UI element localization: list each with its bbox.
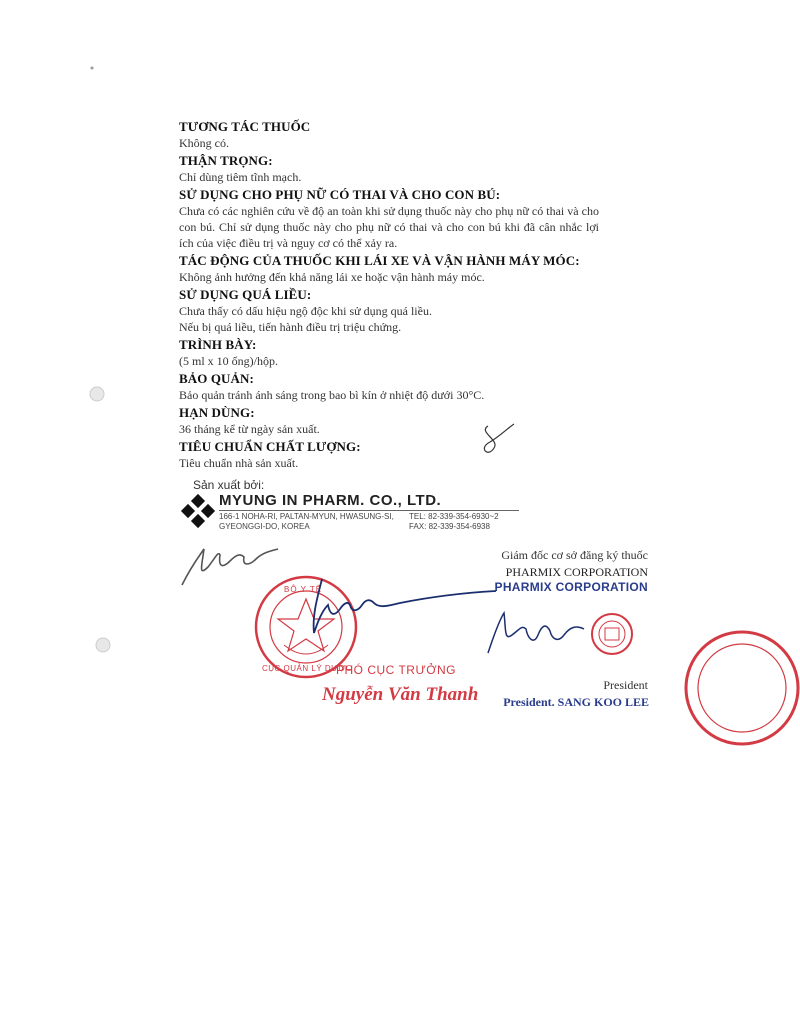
section-heading-shelf-life: HẠN DÙNG: xyxy=(179,405,255,420)
section-text-presentation: (5 ml x 10 ống)/hộp. xyxy=(179,354,278,368)
section-text-quality-standard: Tiêu chuẩn nhà sản xuất. xyxy=(179,456,299,470)
manufacturer-address xyxy=(219,512,394,532)
section-text-pregnancy: Chưa có các nghiên cứu về độ an toàn khi sử dụng thuốc này cho phụ nữ có thai và cho con bú. Chỉ sử dụng thuốc này cho phụ nữ có thai và cho con bú khi đã cân nhắc lợi ích của việc điều trị và nguy cơ có thể xảy ra. xyxy=(179,204,599,250)
manufacturer-fax: FAX: 82-339-354-6938 xyxy=(409,522,490,531)
registrant-corp-printed: PHARMIX CORPORATION xyxy=(505,565,648,579)
handwritten-initial-mark xyxy=(470,418,530,468)
manufacturer-name: MYUNG IN PHARM. CO., LTD. xyxy=(219,492,442,509)
section-text-precautions: Chỉ dùng tiêm tĩnh mạch. xyxy=(179,170,302,184)
section-heading-interactions: TƯƠNG TÁC THUỐC xyxy=(179,119,311,134)
registrant-director-label: Giám đốc cơ sở đăng ký thuốc xyxy=(501,548,648,562)
partial-seal-edge-icon xyxy=(680,630,750,750)
seal-text-bottom: CỤC QUẢN LÝ DƯỢC xyxy=(262,664,353,673)
registrant-block xyxy=(472,548,648,594)
registrant-corp-stamp: PHARMIX CORPORATION xyxy=(494,580,648,594)
manufacturer-tel: TEL: 82-339-354-6930~2 xyxy=(409,512,499,521)
section-heading-quality-standard: TIÊU CHUẨN CHẤT LƯỢNG: xyxy=(179,439,361,454)
manufacturer-block xyxy=(183,492,523,534)
produced-by-label: Sản xuất bởi: xyxy=(193,478,265,492)
manufacturer-divider xyxy=(219,510,519,511)
section-heading-storage: BẢO QUẢN: xyxy=(179,371,254,386)
manufacturer-address-line-1: 166-1 NOHA-RI, PALTAN-MYUN, HWASUNG-SI, xyxy=(219,512,394,521)
section-heading-precautions: THẬN TRỌNG: xyxy=(179,153,273,168)
section-heading-overdose: SỬ DỤNG QUÁ LIỀU: xyxy=(179,287,312,302)
section-heading-presentation: TRÌNH BÀY: xyxy=(179,337,257,352)
company-seal-icon xyxy=(590,612,634,656)
section-text-interactions: Không có. xyxy=(179,136,229,150)
section-text-storage: Bảo quản tránh ánh sáng trong bao bì kín ở nhiệt độ dưới 30°C. xyxy=(179,388,485,402)
section-text-driving: Không ảnh hưởng đến khả năng lái xe hoặc vận hành máy móc. xyxy=(179,270,485,284)
manufacturer-contacts xyxy=(409,512,499,532)
manufacturer-logo-icon xyxy=(183,496,213,526)
section-heading-driving: TÁC ĐỘNG CỦA THUỐC KHI LÁI XE VÀ VẬN HÀNH MÁY MÓC: xyxy=(179,253,580,268)
authority-signature xyxy=(300,575,500,645)
section-text-overdose-2: Nếu bị quá liều, tiến hành điều trị triệu chứng. xyxy=(179,320,402,334)
president-label: President xyxy=(603,678,648,692)
leaflet-body xyxy=(179,117,599,471)
president-name: President. SANG KOO LEE xyxy=(503,695,649,709)
seal-text-top: BỘ Y TẾ xyxy=(284,585,323,594)
registrant-signature xyxy=(480,605,590,665)
section-text-shelf-life: 36 tháng kể từ ngày sản xuất. xyxy=(179,422,320,436)
vice-director-title: PHÓ CỤC TRƯỞNG xyxy=(336,663,456,677)
manufacturer-address-line-2: GYEONGGI-DO, KOREA xyxy=(219,522,310,531)
section-text-overdose-1: Chưa thấy có dấu hiệu ngộ độc khi sử dụng quá liều. xyxy=(179,304,432,318)
section-heading-pregnancy: SỬ DỤNG CHO PHỤ NỮ CÓ THAI VÀ CHO CON BÚ: xyxy=(179,187,501,202)
vice-director-name: Nguyễn Văn Thanh xyxy=(322,684,479,705)
